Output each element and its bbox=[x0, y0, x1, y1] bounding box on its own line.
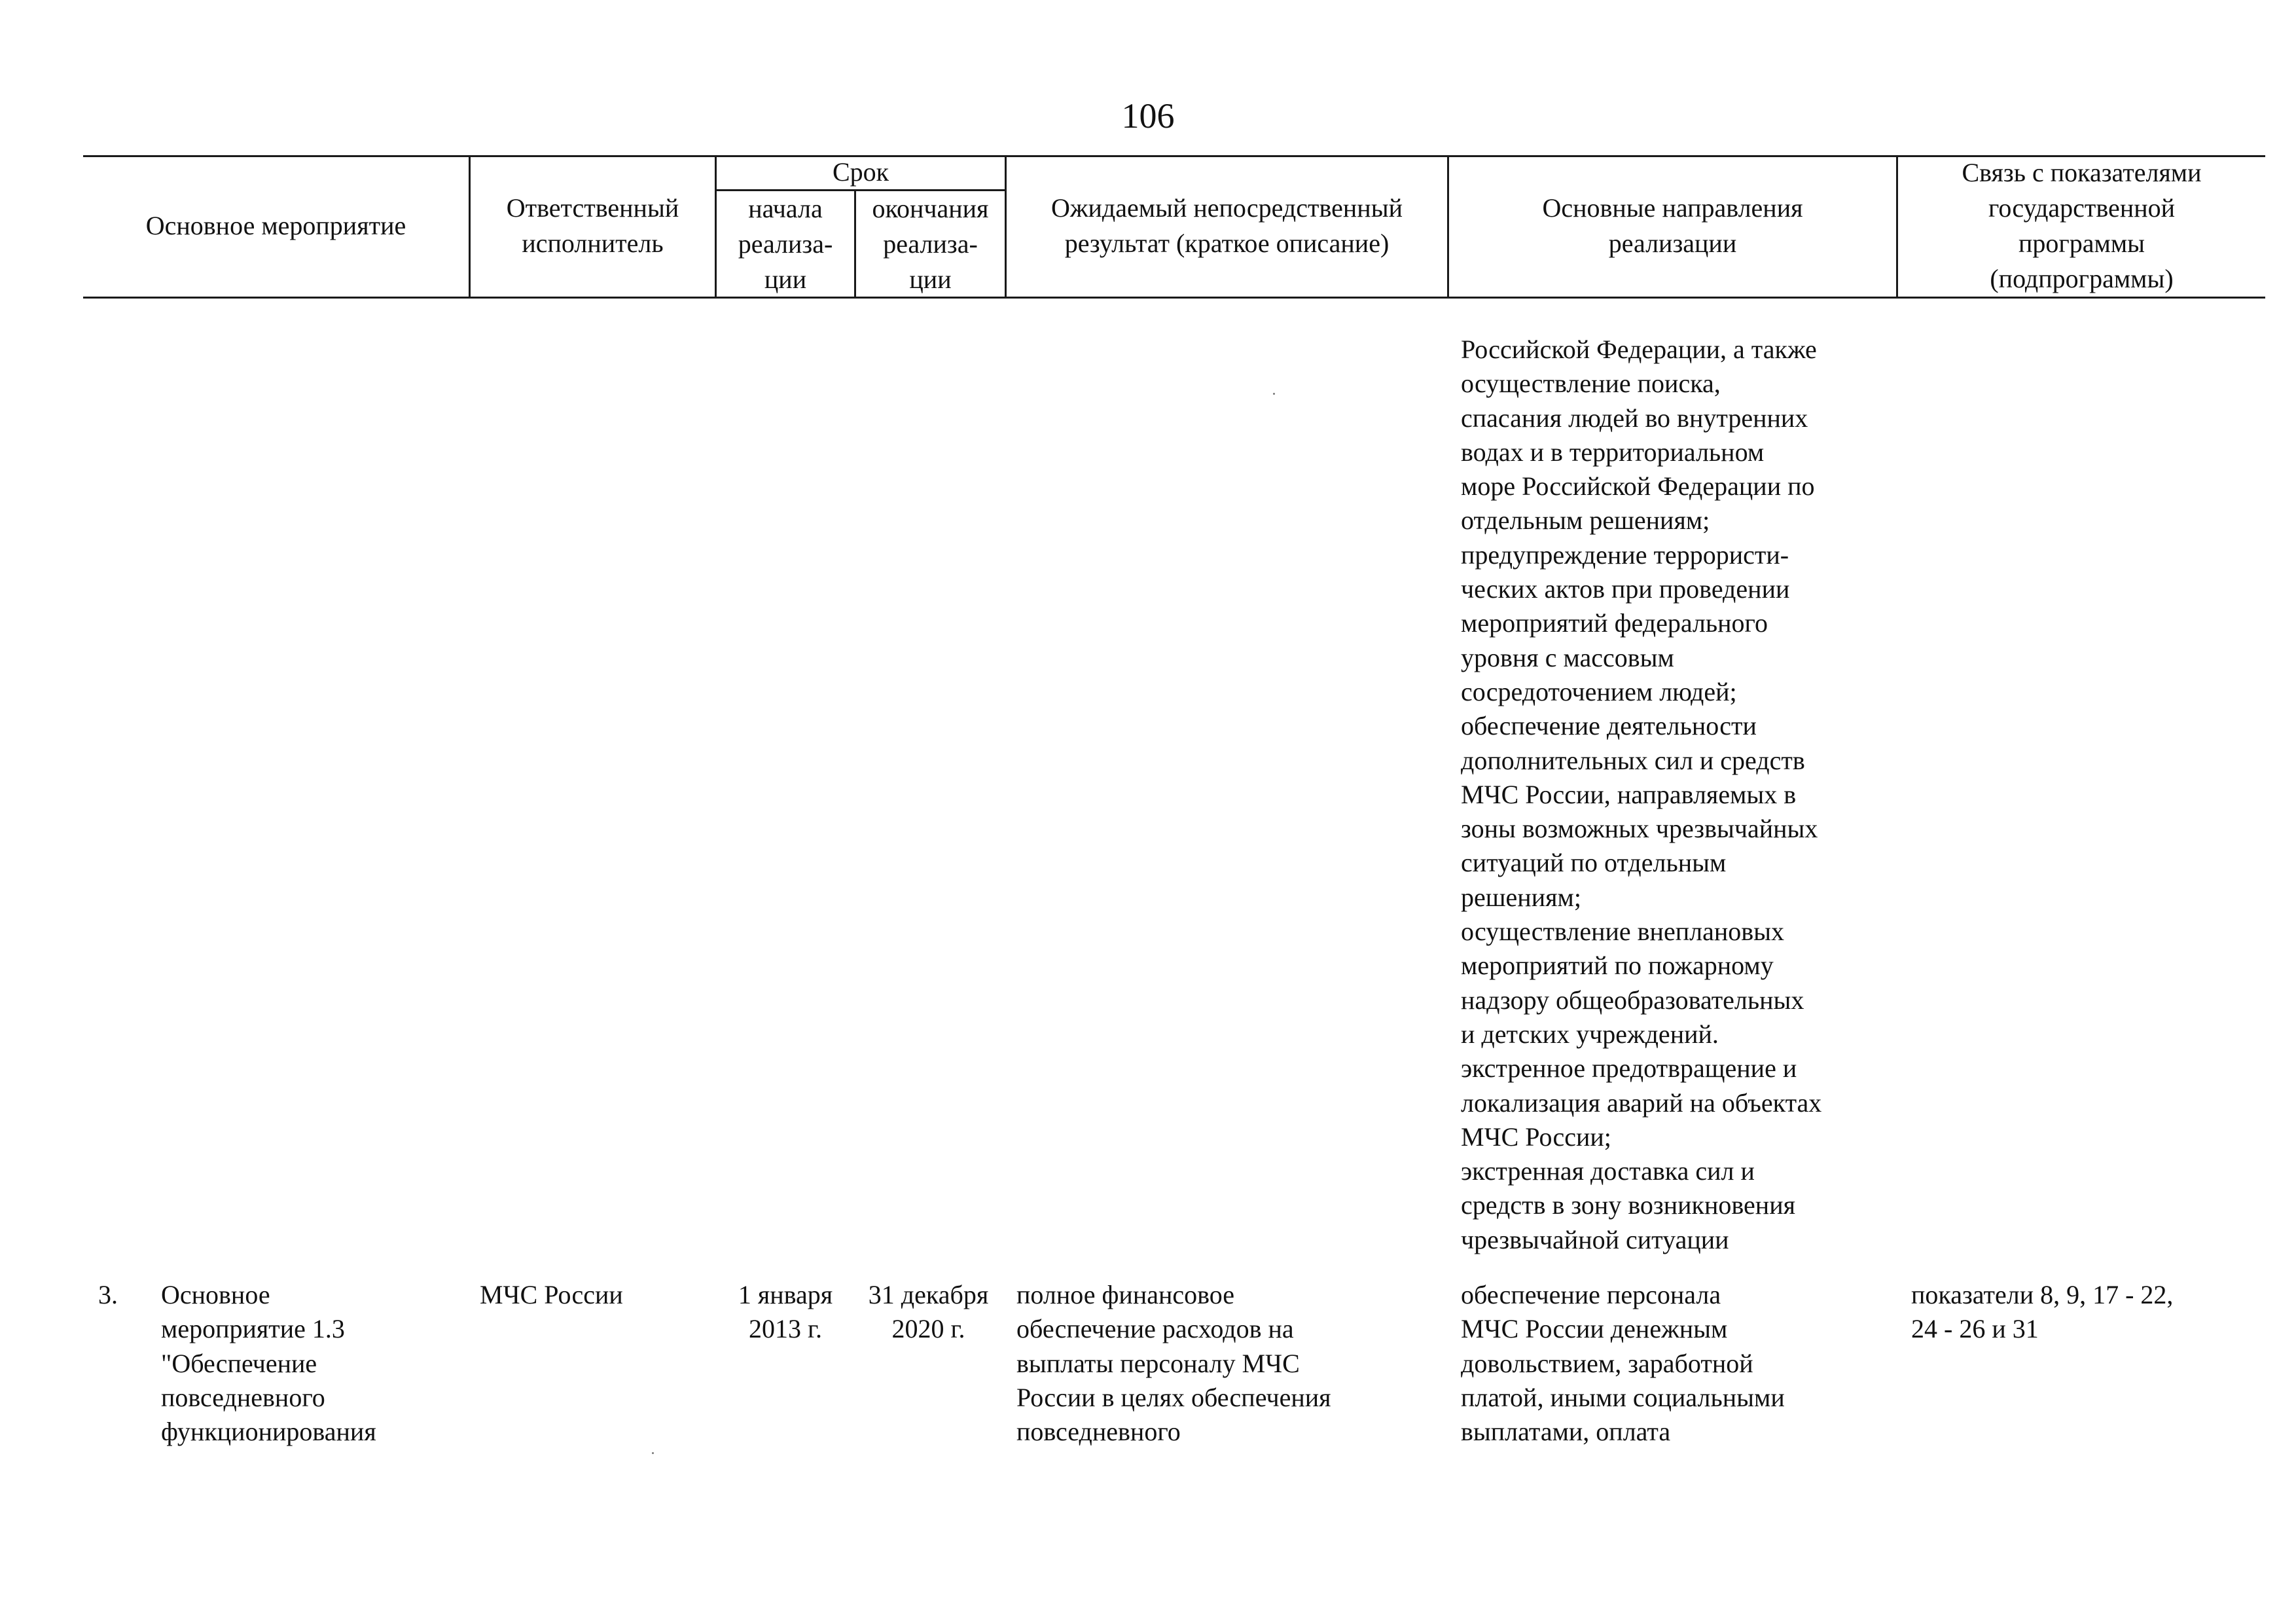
header-indicators: Связь с показателями государственной программы (подпрограммы) bbox=[1962, 158, 2202, 293]
row-responsible: МЧС России bbox=[480, 1280, 623, 1309]
directions-continuation: Российской Федерации, а также осуществление поиска, спасания людей во внутренних водах и в территориальном море Российской Федерации по отдельным решениям; предупреждение террористи- ческих актов при проведении мероприятий федерального уровня с массовым сосредоточением людей; обеспечение деятельности дополнительных сил и средств МЧС России, направляемых в зоны возможных чрезвычайных ситуаций по отдельным решениям; осуществление внеплановых мероприятий по пожарному надзору общеобразовательных и детских учреждений. экстренное предотвращение и локализация аварий на объектах МЧС России; экстренная доставка сил и средств в зону возникновения чрезвычайной ситуации bbox=[1461, 335, 1822, 1254]
header-bottom-rule bbox=[83, 297, 2265, 299]
row-directions: обеспечение персонала МЧС России денежным довольствием, заработной платой, иными социальными выплатами, оплата bbox=[1461, 1280, 1785, 1447]
header-term-start: начала реализа- ции bbox=[738, 193, 833, 294]
header-term: Срок bbox=[832, 157, 889, 187]
header-term-end: окончания реализа- ции bbox=[872, 193, 989, 294]
row-number: 3. bbox=[98, 1280, 118, 1309]
row-event: Основное мероприятие 1.3 "Обеспечение повседневного функционирования bbox=[161, 1280, 376, 1447]
scan-speck bbox=[652, 1452, 654, 1454]
header-expected-result: Ожидаемый непосредственный результат (краткое описание) bbox=[1050, 193, 1403, 258]
row-end-date: 31 декабря 2020 г. bbox=[868, 1280, 989, 1344]
page-number: 106 bbox=[1121, 96, 1175, 136]
row-indicators: показатели 8, 9, 17 - 22, 24 - 26 и 31 bbox=[1911, 1280, 2174, 1344]
scan-speck bbox=[1273, 393, 1275, 395]
row-result: полное финансовое обеспечение расходов на выплаты персоналу МЧС России в целях обеспечения повседневного bbox=[1016, 1280, 1331, 1447]
header-directions: Основные направления реализации bbox=[1542, 193, 1803, 258]
header-main-event: Основное мероприятие bbox=[145, 211, 406, 240]
header-responsible: Ответственный исполнитель bbox=[506, 193, 679, 258]
row-start-date: 1 января 2013 г. bbox=[738, 1280, 833, 1344]
